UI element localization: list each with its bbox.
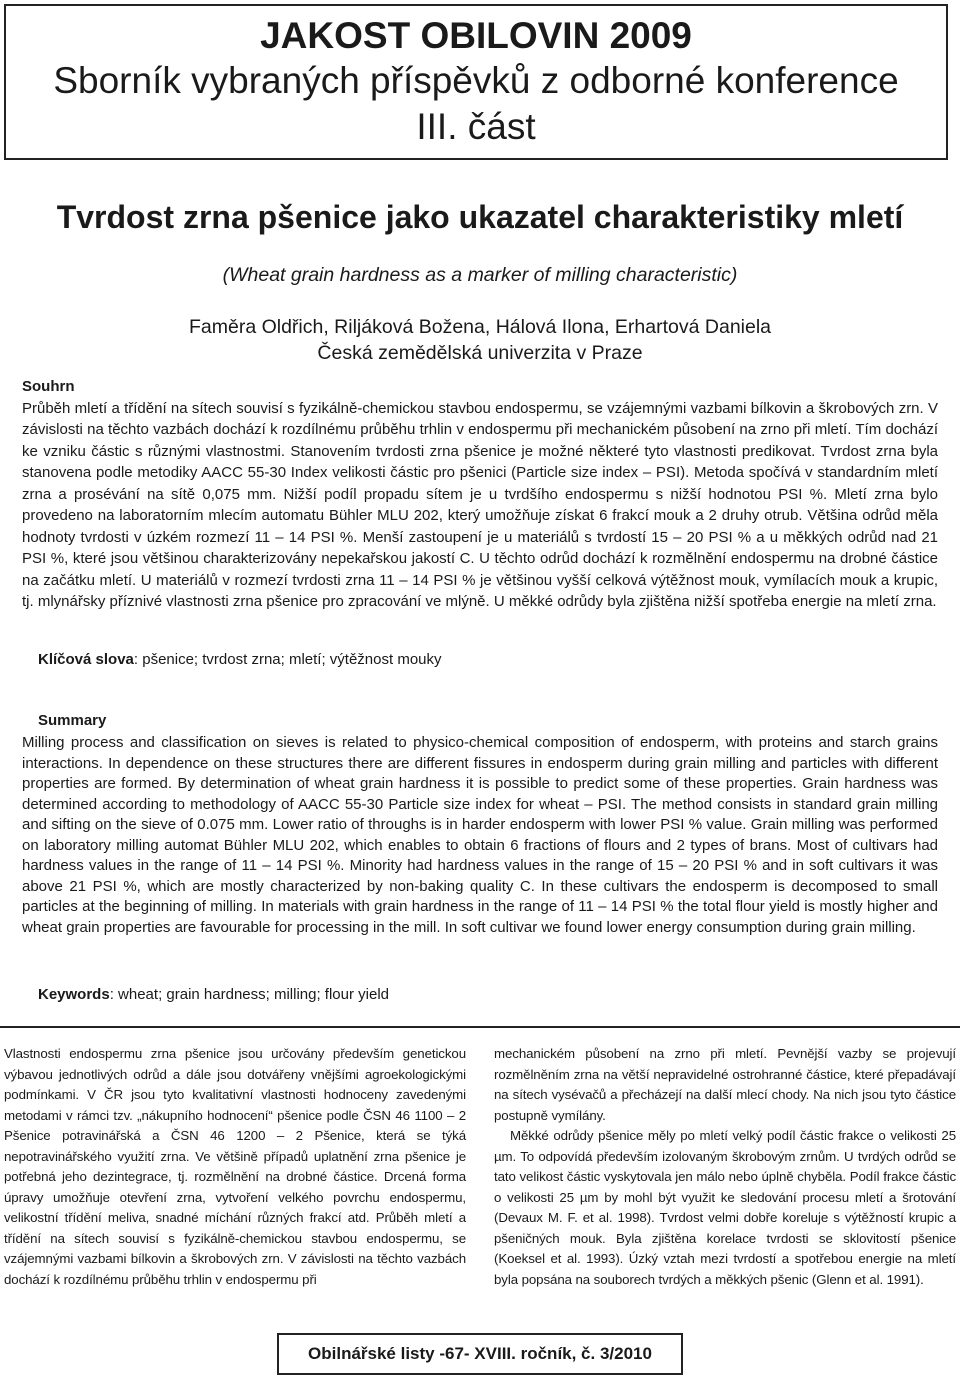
body-right-column <box>494 1044 956 1290</box>
conference-part: III. část <box>416 106 536 147</box>
souhrn-keywords-value: : pšenice; tvrdost zrna; mletí; výtěžnost mouky <box>133 651 442 668</box>
summary-keywords-value: : wheat; grain hardness; milling; flour yield <box>109 986 390 1003</box>
conference-header <box>4 4 948 160</box>
journal-footer: Obilnářské listy -67- XVIII. ročník, č. 3/2010 <box>277 1333 683 1375</box>
conference-title: JAKOST OBILOVIN 2009 <box>260 15 692 56</box>
souhrn-keywords <box>38 650 442 670</box>
body-left-paragraph: Vlastnosti endospermu zrna pšenice jsou určovány především genetickou výbavou jednotlivých odrůd a dále jsou dotvářeny vnějšími agroekologickými podmínkami. V ČR jsou tyto kvalitativní vlastnosti hodnoceny zavedenými metodami v rámci tzv. „nákupního hodnocení“ pšenice podle ČSN 46 1100 – 2 Pšenice potravinářská a ČSN 46 1200 – 2 Pšenice, která se týká nepotravinářského využití zrna. Ve většině případů uplatnění zrna pšenice je potřebná jeho dezintegrace, tj. rozmělnění na drobné částice. Drcená forma úpravy umožňuje otevření zrna, vytvoření velkého povrchu endospermu, velikostní třídění meliva, snadné míchání různých frakcí atd. Průběh mletí a třídění na sítech souvisí s fyzikálně-chemickou stavbou endospermu, se vzájemnými vazbami bílkovin a škrobových zrn. V závislosti na těchto vazbách dochází k rozdílnému průběhu trhlin v endospermu při <box>4 1046 466 1287</box>
conference-subtitle: Sborník vybraných příspěvků z odborné konference <box>53 60 899 101</box>
body-left-column <box>4 1044 466 1290</box>
article-affiliation: Česká zemědělská univerzita v Praze <box>317 342 643 364</box>
souhrn-text: Průběh mletí a třídění na sítech souvisí s fyzikálně-chemickou stavbou endospermu, se vzájemnými vazbami bílkovin a škrobových zrn. V závislosti na těchto vazbách dochází k rozdílnému průběhu trhlin v endospermu při mechanickém působení na zrno při mletí. Tím dochází ke vzniku částic s různými vlastnostmi. Stanovením tvrdosti zrna pšenice je možné některé tyto vlastnosti predikovat. Tvrdost zrna byla stanovena podle metodiky AACC 55-30 Index velikosti částic pro pšenici (Particle size index – PSI). Metoda spočívá v standardním mletí zrna a prosévání na sítě 0,075 mm. Nižší podíl propadu sítem je u tvrdšího endospermu s nižší hodnotou PSI %. Mletí zrna bylo provedeno na laboratorním mlecím automatu Bühler MLU 202, který umožňuje získat 6 frakcí mouk a 2 druhy otrub. Většina odrůd měla hodnoty tvrdosti v úzkém rozmezí 11 – 14 PSI %. Menší zastoupení je u materiálů s tvrdostí 15 – 20 PSI % a u měkkých odrůd nad 21 PSI %, které jsou většinou charakterizovány nepekařskou jakostí C. U těchto odrůd dochází k rozmělnění endospermu na drobné částice na začátku mletí. U materiálů v rozmezí tvrdosti zrna 11 – 14 PSI % je většinou vyšší celková výtěžnost mouk, vymílacích mouk a krupic, tj. mlynářsky příznivé vlastnosti zrna pšenice pro zpracování ve mlýně. U měkké odrůdy byla zjištěna nižší spotřeba energie na mletí zrna. <box>22 400 938 611</box>
souhrn-keywords-label: Klíčová slova <box>38 651 134 668</box>
article-authors: Faměra Oldřich, Riljáková Božena, Hálová Ilona, Erhartová Daniela <box>188 316 772 338</box>
divider <box>0 1026 960 1028</box>
souhrn-heading: Souhrn <box>22 378 75 395</box>
summary-keywords-label: Keywords <box>38 986 110 1003</box>
article-subtitle: (Wheat grain hardness as a marker of milling characteristic) <box>222 264 738 286</box>
summary-keywords <box>38 985 389 1005</box>
body-right-paragraph-2: Měkké odrůdy pšenice měly po mletí velký podíl částic frakce o velikosti 25 µm. To odpovídá především izolovaným škrobovým zrnům. U tvrdých odrůd se tato velikost částic vyskytovala jen málo nebo úplně chyběla. Podíl frakce částic o velikosti 25 µm by mohl být využit ke sledování procesu mletí a šrotování (Devaux M. F. et al. 1998). Tvrdost velmi dobře koreluje s výtěžností krupic a pšeničných mouk. Byla zjištěna korelace tvrdosti se sklovitostí pšenice (Koeksel et al. 1993). Úzký vztah mezi tvrdostí a spotřebou energie na mletí byla popsána na souborech tvrdých a měkkých pšenic (Glenn et al. 1991). <box>494 1128 956 1287</box>
summary-heading: Summary <box>38 712 107 729</box>
article-title: Tvrdost zrna pšenice jako ukazatel charakteristiky mletí <box>56 199 904 235</box>
body-right-paragraph-1: mechanickém působení na zrno při mletí. Pevnější vazby se projevují rozmělněním zrna na větší nepravidelné ostrohranné částice, které přepadávají na sítech vysévačů a přecházejí na další mlecí chody. Na nich jsou tyto částice postupně vymílány. <box>494 1046 956 1123</box>
summary-text: Milling process and classification on sieves is related to physico-chemical composition of endosperm, with proteins and starch grains interactions. In dependence on these structures there are different fissures in endosperm during grain milling and particles with different properties are formed. By determination of wheat grain hardness it is possible to predict some of these properties. Grain hardness was determined according to methodology of AACC 55-30 Particle size index for wheat – PSI. The method consists in standard grain milling and sifting on the sieve of 0.075 mm. Lower ratio of throughs is in harder endosperm with lower PSI % value. Grain milling was performed on laboratory milling automat Bühler MLU 202, which enables to obtain 6 fractions of flours and 2 types of brans. Most of cultivars had hardness values in the range of 11 – 14 PSI %. Minority had hardness values in the range of 15 – 20 PSI % and in soft cultivars it was above 21 PSI %, which are mostly characterized by non-baking quality C. In these cultivars the endosperm is decomposed to small particles at the beginning of milling. In materials with grain hardness in the range of 11 – 14 PSI % the total flour yield is mostly higher and wheat grain properties are favourable for processing in the mill. In soft cultivar we found lower energy consumption during grain milling. <box>22 734 938 936</box>
